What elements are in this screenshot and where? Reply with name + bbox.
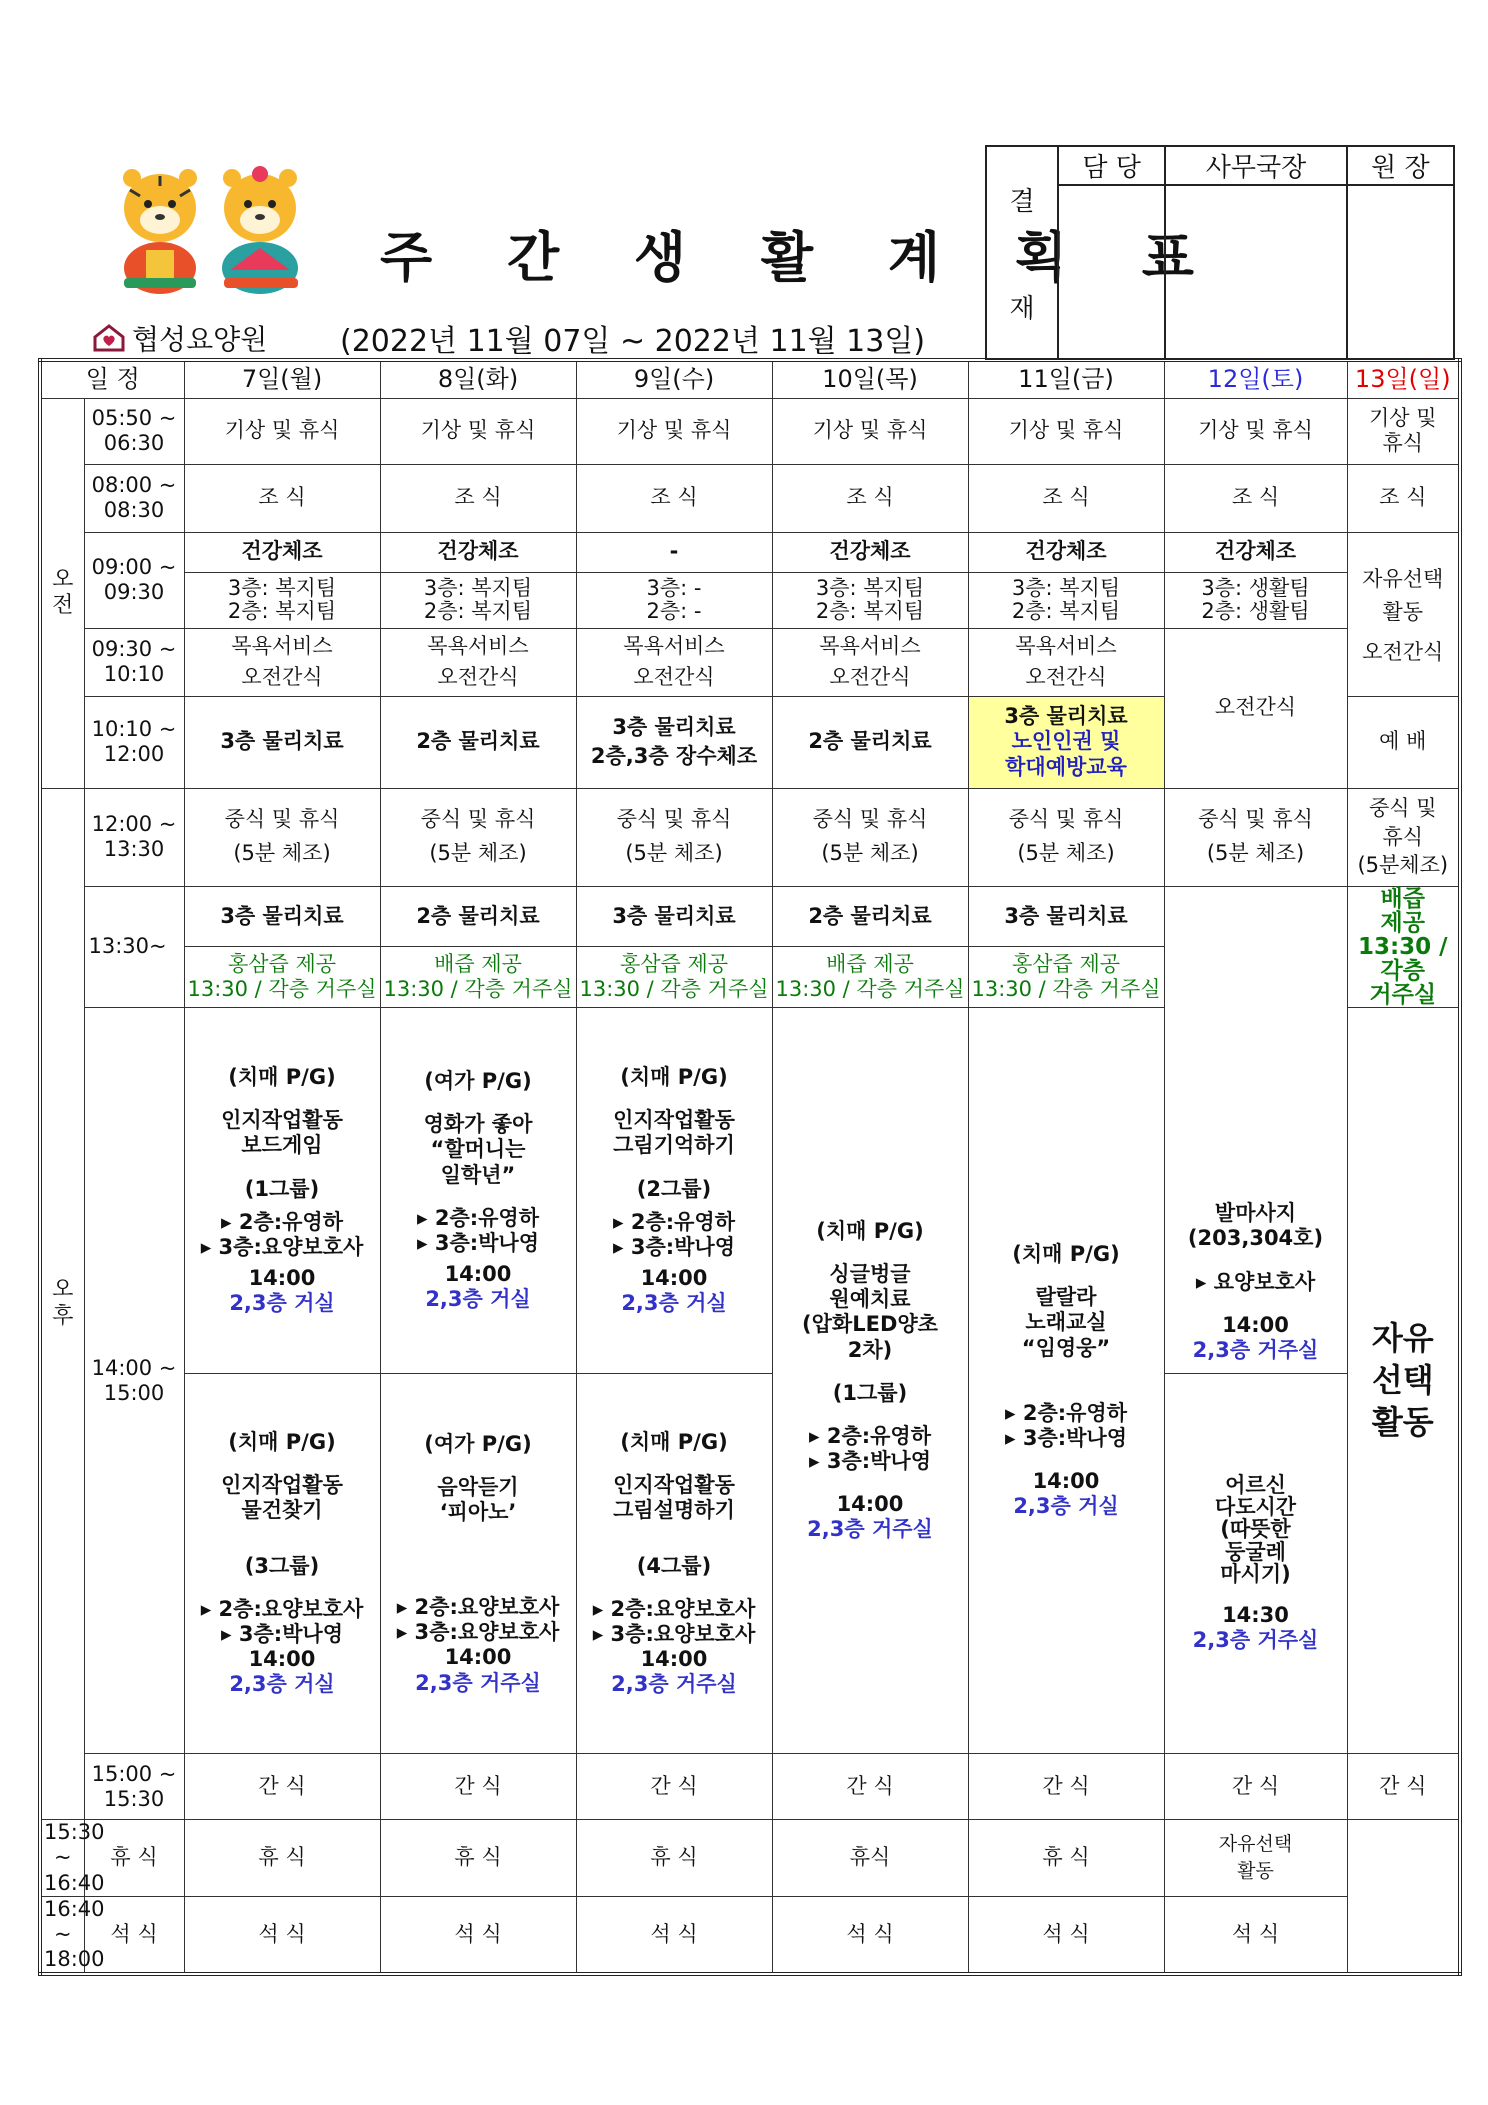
cell-dinner: 석 식 [968,1896,1164,1974]
cell-breakfast: 조 식 [772,464,968,532]
cell-bath: 목욕서비스 오전간식 [968,628,1164,696]
cell-rest: 휴 식 [576,1820,772,1897]
day-sat: 12일(토) [1164,360,1347,398]
cell-wake: 기상 및 휴식 [184,398,380,464]
facility-logo-icon [92,323,126,353]
cell-therapy: 3층 물리치료 [184,696,380,788]
time-slot: 16:40 ~ 18:00 [40,1896,84,1974]
cell-therapy-pm: 3층 물리치료 [968,886,1164,947]
cell-therapy-pm: 2층 물리치료 [772,886,968,947]
program-tue-2: (여가 P/G) 음악듣기 ‘피아노’ ▸ 2층:요양보호사 ▸ 3층:요양보호사 14:00 2,3층 거주실 [380,1374,576,1754]
cell-snack: 간 식 [772,1754,968,1820]
time-slot: 14:00 ~ 15:00 [84,1008,184,1754]
exercise-title: 건강체조 [1164,532,1347,572]
cell-snack: 간 식 [380,1754,576,1820]
cell-wake: 기상 및 휴식 [968,398,1164,464]
cell-snack: 간 식 [1164,1754,1347,1820]
cell-bath: 목욕서비스 오전간식 [772,628,968,696]
cell-snack: 간 식 [968,1754,1164,1820]
program-tue-1: (여가 P/G) 영화가 좋아 “할머니는 일학년” ▸ 2층:유영하 ▸ 3층:박나영 14:00 2,3층 거실 [380,1008,576,1374]
cell-breakfast: 조 식 [184,464,380,532]
cell-wake: 기상 및 휴식 [1164,398,1347,464]
cell-rest: 휴 식 [380,1820,576,1897]
day-fri: 11일(금) [968,360,1164,398]
cell-sat-snack: 오전간식 [1164,628,1347,788]
cell-juice: 배즙 제공 13:30 / 각층 거주실 [380,947,576,1008]
cell-dinner: 석 식 [84,1896,184,1974]
cell-fri-education: 3층 물리치료 노인인권 및 학대예방교육 [968,696,1164,788]
cell-therapy: 2층 물리치료 [380,696,576,788]
exercise-title: 건강체조 [968,532,1164,572]
approval-box [985,145,1455,360]
exercise-title: - [576,532,772,572]
exercise-team: 3층: 생활팀 2층: 생활팀 [1164,572,1347,628]
program-thu: (치매 P/G) 싱글벙글 원예치료 (압화LED양초 2차) (1그룹) ▸ 2층:유영하 ▸ 3층:박나영 14:00 2,3층 거주실 [772,1008,968,1754]
period-am: 오 전 [40,398,84,788]
cell-breakfast: 조 식 [1164,464,1347,532]
cell-lunch: 중식 및 휴식 (5분 체조) [184,788,380,886]
time-slot: 15:30 ~ 16:40 [40,1820,84,1897]
cell-sat-program-1: 발마사지 (203,304호) ▸ 요양보호사 14:00 2,3층 거주실 [1164,886,1347,1374]
cell-juice: 홍삼즙 제공 13:30 / 각층 거주실 [184,947,380,1008]
approval-role-staff: 담 당 [1058,146,1165,185]
cell-rest: 휴 식 [84,1820,184,1897]
approval-sign-director[interactable] [1347,185,1454,359]
program-wed-1: (치매 P/G) 인지작업활동 그림기억하기 (2그룹) ▸ 2층:유영하 ▸ 3층:박나영 14:00 2,3층 거실 [576,1008,772,1374]
cell-snack: 간 식 [1347,1754,1460,1820]
cell-lunch-sun: 중식 및 휴식 (5분체조) [1347,788,1460,886]
time-slot: 12:00 ~ 13:30 [84,788,184,886]
cell-bath: 목욕서비스 오전간식 [184,628,380,696]
cell-therapy-pm: 3층 물리치료 [576,886,772,947]
cell-dinner: 석 식 [576,1896,772,1974]
time-slot: 09:30 ~ 10:10 [84,628,184,696]
exercise-title: 건강체조 [184,532,380,572]
time-slot: 09:00 ~ 09:30 [84,532,184,628]
cell-lunch: 중식 및 휴식 (5분 체조) [1164,788,1347,886]
page-title: 주 간 생 활 계 획 표 [380,226,1222,289]
cell-juice: 홍삼즙 제공 13:30 / 각층 거주실 [968,947,1164,1008]
approval-label-top: 결 [1009,186,1035,217]
cell-dinner: 석 식 [772,1896,968,1974]
cell-wake: 기상 및 휴식 [380,398,576,464]
day-tue: 8일(화) [380,360,576,398]
exercise-team: 3층: - 2층: - [576,572,772,628]
cell-snack: 간 식 [184,1754,380,1820]
day-mon: 7일(월) [184,360,380,398]
cell-lunch: 중식 및 휴식 (5분 체조) [772,788,968,886]
cell-therapy-pm: 2층 물리치료 [380,886,576,947]
program-fri: (치매 P/G) 랄랄라 노래교실 “임영웅” ▸ 2층:유영하 ▸ 3층:박나영 14:00 2,3층 거실 [968,1008,1164,1754]
time-slot: 13:30~ [84,886,184,1008]
exercise-title: 건강체조 [772,532,968,572]
approval-role-secretary: 사무국장 [1165,146,1347,185]
header-label: 일 정 [40,360,184,398]
day-sun: 13일(일) [1347,360,1460,398]
cell-dinner: 석 식 [1164,1896,1347,1974]
program-wed-2: (치매 P/G) 인지작업활동 그림설명하기 (4그룹) ▸ 2층:요양보호사 ▸ 3층:요양보호사 14:00 2,3층 거주실 [576,1374,772,1754]
tiger-mascot-illustration [110,160,320,295]
cell-juice: 홍삼즙 제공 13:30 / 각층 거주실 [576,947,772,1008]
cell-rest: 휴 식 [184,1820,380,1897]
approval-sign-staff[interactable] [1058,185,1165,359]
weekly-schedule-table [38,358,1462,1976]
day-wed: 9일(수) [576,360,772,398]
time-slot: 15:00 ~ 15:30 [84,1754,184,1820]
cell-therapy: 2층 물리치료 [772,696,968,788]
cell-breakfast: 조 식 [576,464,772,532]
cell-lunch: 중식 및 휴식 (5분 체조) [380,788,576,886]
time-slot: 08:00 ~ 08:30 [84,464,184,532]
time-slot: 05:50 ~ 06:30 [84,398,184,464]
approval-role-director: 원 장 [1347,146,1454,185]
cell-bath: 목욕서비스 오전간식 [380,628,576,696]
program-mon-2: (치매 P/G) 인지작업활동 물건찾기 (3그룹) ▸ 2층:요양보호사 ▸ 3층:박나영 14:00 2,3층 거실 [184,1374,380,1754]
exercise-team: 3층: 복지팀 2층: 복지팀 [380,572,576,628]
program-mon-1: (치매 P/G) 인지작업활동 보드게임 (1그룹) ▸ 2층:유영하 ▸ 3층:요양보호사 14:00 2,3층 거실 [184,1008,380,1374]
cell-juice: 배즙 제공 13:30 / 각층 거주실 [772,947,968,1008]
cell-rest: 휴 식 [968,1820,1164,1897]
cell-sun-juice: 배즙 제공 13:30 / 각층 거주실 [1347,886,1460,1008]
approval-sign-secretary[interactable] [1165,185,1347,359]
time-slot: 10:10 ~ 12:00 [84,696,184,788]
cell-wake: 기상 및 휴식 [772,398,968,464]
facility-name: 협성요양원 [132,323,268,356]
cell-lunch: 중식 및 휴식 (5분 체조) [968,788,1164,886]
cell-rest: 휴식 [772,1820,968,1897]
cell-wake-sun: 기상 및 휴식 [1347,398,1460,464]
cell-therapy: 3층 물리치료 2층,3층 장수체조 [576,696,772,788]
cell-breakfast: 조 식 [380,464,576,532]
cell-breakfast: 조 식 [1347,464,1460,532]
exercise-team: 3층: 복지팀 2층: 복지팀 [968,572,1164,628]
cell-sun-free-activity: 자유 선택 활동 [1347,1008,1460,1754]
cell-bath: 목욕서비스 오전간식 [576,628,772,696]
cell-rest-sun: 자유선택 활동 [1164,1820,1347,1897]
cell-therapy-pm: 3층 물리치료 [184,886,380,947]
cell-wake: 기상 및 휴식 [576,398,772,464]
exercise-title: 건강체조 [380,532,576,572]
approval-label-bottom: 재 [1009,293,1035,324]
cell-breakfast: 조 식 [968,464,1164,532]
cell-sun-morning: 자유선택 활동 오전간식 [1347,532,1460,696]
exercise-team: 3층: 복지팀 2층: 복지팀 [184,572,380,628]
cell-sun-worship: 예 배 [1347,696,1460,788]
cell-lunch: 중식 및 휴식 (5분 체조) [576,788,772,886]
schedule-period: (2022년 11월 07일 ~ 2022년 11월 13일) [340,324,926,359]
day-thu: 10일(목) [772,360,968,398]
cell-snack: 간 식 [576,1754,772,1820]
cell-sat-program-2: 어르신 다도시간 (따뜻한 둥굴레 마시기) 14:30 2,3층 거주실 [1164,1374,1347,1754]
period-pm: 오 후 [40,788,84,1820]
cell-dinner: 석 식 [184,1896,380,1974]
cell-dinner: 석 식 [380,1896,576,1974]
exercise-team: 3층: 복지팀 2층: 복지팀 [772,572,968,628]
